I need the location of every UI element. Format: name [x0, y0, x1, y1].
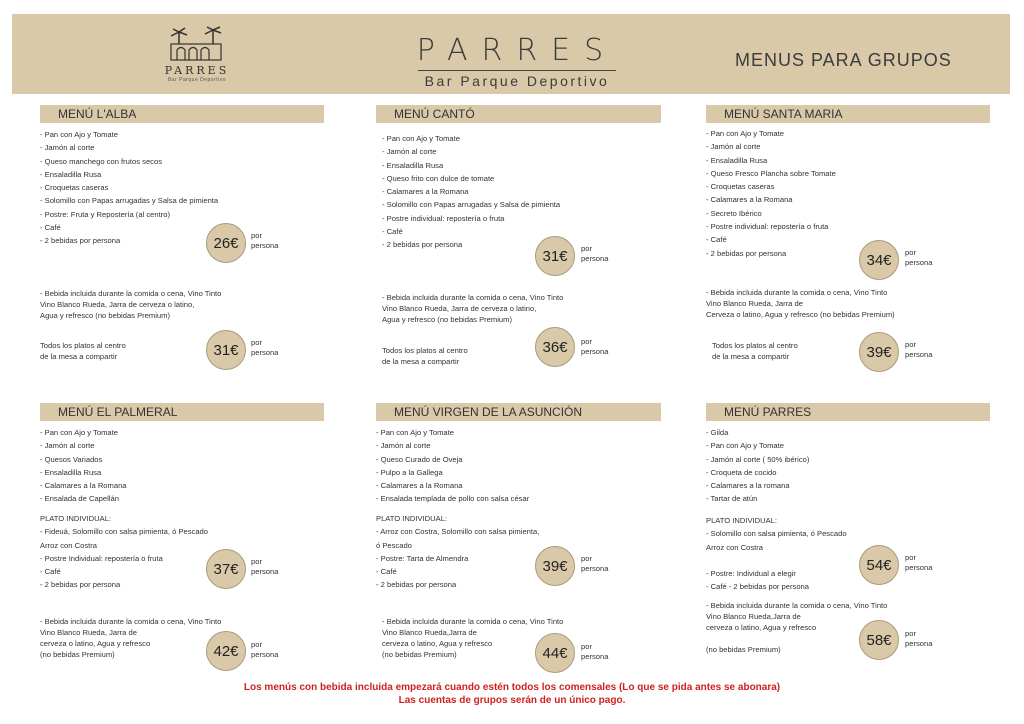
list-item: - Café	[376, 567, 397, 577]
price-badge: 26€	[206, 223, 246, 263]
menu-header-virgen-asuncion	[376, 403, 661, 421]
center-note: Todos los platos al centro de la mesa a compartir	[382, 346, 468, 366]
logo-name: PARRES	[164, 64, 230, 77]
menu-header-santa-maria	[706, 105, 990, 123]
per-person-label: por persona	[251, 338, 279, 357]
list-item: - Solomillo con salsa pimienta, ó Pescado	[706, 529, 847, 539]
brand-subtitle: Bar Parque Deportivo	[424, 73, 610, 89]
list-item: - Postre individual: repostería o fruta	[706, 222, 829, 232]
list-item: - Queso frito con dulce de tomate	[382, 173, 495, 183]
list-item: PLATO INDIVIDUAL:	[706, 516, 778, 525]
price-badge: 39€	[859, 332, 899, 372]
list-item: - Croquetas caseras	[40, 183, 109, 193]
list-item: - 2 bebidas por persona	[376, 580, 457, 590]
parres-logo	[152, 26, 242, 96]
list-item: - Queso manchego con frutos secos	[40, 156, 162, 166]
menu-title: MENÚ VIRGEN DE LA ASUNCIÓN	[394, 405, 583, 419]
list-item: - Solomillo con Papas arrugadas y Salsa de pimienta	[382, 200, 561, 210]
per-person-label: por persona	[905, 629, 933, 648]
list-item: - Gilda	[706, 428, 729, 437]
list-item: - Arroz con Costra, Solomillo con salsa pimienta,	[376, 527, 540, 537]
menu-title: MENÚ CANTÓ	[394, 107, 475, 121]
per-person-label: por persona	[251, 640, 279, 659]
per-person-label: por persona	[905, 340, 933, 359]
list-item: - Solomillo con Papas arrugadas y Salsa de pimienta	[40, 196, 219, 206]
brand-divider	[418, 70, 616, 71]
per-person-label: por persona	[905, 248, 933, 267]
drink-note: - Bebida incluida durante la comida o cena, Vino Tinto Vino Blanco Rueda, Jarra de cerveza o latino, Agua y refresco (no bebidas Premium)	[382, 293, 564, 324]
menu-items-canto	[382, 132, 560, 252]
per-person-label: por persona	[581, 554, 609, 573]
list-item: - Jamón al corte ( 50% ibérico)	[706, 454, 810, 464]
per-person-label: por persona	[251, 557, 279, 576]
center-note: Todos los platos al centro de la mesa a compartir	[40, 341, 126, 361]
list-item: - Pan con Ajo y Tomate	[40, 130, 118, 139]
list-item: - Postre: Tarta de Almendra	[376, 553, 469, 563]
list-item: - Calamares a la Romana	[40, 481, 127, 491]
footer-notice: Los menús con bebida incluida empezará cuando estén todos los comensales (Lo que se pida antes se abonara)	[243, 682, 781, 693]
list-item: - Calamares a la romana	[706, 481, 790, 491]
price-badge: 58€	[859, 620, 899, 660]
list-item: - Ensaladilla Rusa	[382, 160, 444, 170]
list-item: - Calamares a la Romana	[382, 187, 469, 197]
per-person-label: por persona	[581, 337, 609, 356]
list-item: - Queso Curado de Oveja	[376, 454, 463, 464]
list-item: - Croqueta de cocido	[706, 467, 777, 477]
list-item: - Fideuá, Solomillo con salsa pimienta, ó Pescado	[40, 527, 208, 537]
list-item: - Tartar de atún	[706, 494, 758, 504]
price-badge: 54€	[859, 545, 899, 585]
list-item: - 2 bebidas por persona	[382, 240, 463, 250]
list-item: - Postre Individual: repostería o fruta	[40, 553, 163, 563]
menu-header-el-palmeral	[40, 403, 324, 421]
list-item: - Queso Fresco Plancha sobre Tomate	[706, 168, 836, 178]
list-item: - Postre: Fruta y Repostería (al centro)	[40, 209, 170, 219]
list-item: - 2 bebidas por persona	[40, 580, 121, 590]
drink-note: - Bebida incluida durante la comida o cena, Vino Tinto Vino Blanco Rueda, Jarra de Cerveza o latino, Agua y refresco (no bebidas Premium)	[706, 288, 895, 319]
list-item: - Café	[706, 235, 727, 245]
list-item: - Quesos Variados	[40, 454, 103, 464]
list-item: - Croquetas caseras	[706, 182, 775, 192]
menu-subitems-virgen-asuncion	[376, 512, 539, 592]
list-item: - Postre: Individual a elegir	[706, 568, 796, 578]
center-note: Todos los platos al centro de la mesa a compartir	[712, 341, 798, 361]
list-item: PLATO INDIVIDUAL:	[376, 514, 448, 523]
footer-notice-payment: Las cuentas de grupos serán de un único pago.	[398, 695, 626, 706]
price-badge: 39€	[535, 546, 575, 586]
list-item: - Café	[40, 567, 61, 577]
price-badge: 31€	[206, 330, 246, 370]
price-badge: 37€	[206, 549, 246, 589]
price-badge: 44€	[535, 633, 575, 673]
list-item: - Pan con Ajo y Tomate	[382, 134, 460, 143]
price-badge: 31€	[535, 236, 575, 276]
list-item: ó Pescado	[376, 540, 412, 550]
list-item: PLATO INDIVIDUAL:	[40, 514, 112, 523]
list-item	[706, 554, 847, 567]
list-item: - Calamares a la Romana	[376, 481, 463, 491]
list-item: - Café - 2 bebidas por persona	[706, 582, 809, 592]
price-badge: 34€	[859, 240, 899, 280]
menu-title: MENÚ PARRES	[724, 405, 812, 419]
list-item: - Ensaladilla Rusa	[40, 169, 102, 179]
per-person-label: por persona	[581, 642, 609, 661]
brand-title: PARRES	[416, 33, 618, 68]
list-item: - 2 bebidas por persona	[40, 236, 121, 246]
menu-header-parres	[706, 403, 990, 421]
logo-subtitle: Bar Parque Deportivo	[167, 77, 227, 83]
page-title: MENUS PARA GRUPOS	[735, 50, 952, 70]
list-item: - Café	[40, 223, 61, 233]
menu-header-canto	[376, 105, 661, 123]
list-item: - Jamón al corte	[376, 441, 431, 451]
drink-note: - Bebida incluida durante la comida o cena, Vino Tinto Vino Blanco Rueda,Jarra de cerveza o latino, Agua y refresco (no bebidas Premium)	[706, 601, 888, 654]
list-item: - Pan con Ajo y Tomate	[376, 428, 454, 437]
list-item: - Pan con Ajo y Tomate	[40, 428, 118, 437]
list-item: - Café	[382, 227, 403, 237]
menu-subitems-el-palmeral	[40, 512, 208, 592]
list-item: - Ensaladilla Rusa	[706, 155, 768, 165]
list-item: - Jamón al corte	[40, 143, 95, 153]
list-item: - Ensaladilla Rusa	[40, 467, 102, 477]
menu-title: MENÚ EL PALMERAL	[58, 405, 178, 419]
price-badge: 42€	[206, 631, 246, 671]
menu-title: MENÚ L'ALBA	[58, 107, 137, 121]
list-item: - Jamón al corte	[706, 142, 761, 152]
drink-note: - Bebida incluida durante la comida o cena, Vino Tinto Vino Blanco Rueda,Jarra de cerveza o latino, Agua y refresco (no bebidas Premium)	[382, 617, 564, 659]
list-item: - Pan con Ajo y Tomate	[706, 441, 784, 451]
menu-items-parres	[706, 426, 809, 506]
list-item: - Secreto Ibérico	[706, 208, 762, 218]
list-item: - Jamón al corte	[40, 441, 95, 451]
drink-note: - Bebida incluida durante la comida o cena, Vino Tinto Vino Blanco Rueda, Jarra de cerveza o latino, Agua y refresco (no bebidas Premium)	[40, 289, 222, 320]
per-person-label: por persona	[251, 231, 279, 250]
palm-arch-icon	[167, 26, 227, 62]
list-item: - Ensalada templada de pollo con salsa césar	[376, 494, 530, 504]
list-item: - 2 bebidas por persona	[706, 248, 787, 258]
list-item: - Postre individual: repostería o fruta	[382, 213, 505, 223]
list-item: Arroz con Costra	[706, 542, 763, 552]
menu-header-lalba	[40, 105, 324, 123]
menu-subitems-parres	[706, 514, 847, 593]
menu-title: MENÚ SANTA MARIA	[724, 107, 843, 121]
price-badge: 36€	[535, 327, 575, 367]
list-item: - Calamares a la Romana	[706, 195, 793, 205]
menu-items-santa-maria	[706, 127, 836, 260]
per-person-label: por persona	[905, 553, 933, 572]
list-item: - Ensalada de Capellán	[40, 494, 119, 504]
list-item: - Pulpo a la Gallega	[376, 467, 443, 477]
drink-note: - Bebida incluida durante la comida o cena, Vino Tinto Vino Blanco Rueda, Jarra de cerveza o latino, Agua y refresco (no bebidas Premium)	[40, 617, 222, 659]
list-item: Arroz con Costra	[40, 540, 97, 550]
list-item: - Pan con Ajo y Tomate	[706, 129, 784, 138]
menu-items-el-palmeral	[40, 426, 127, 506]
list-item: - Jamón al corte	[382, 147, 437, 157]
per-person-label: por persona	[581, 244, 609, 263]
menu-items-lalba	[40, 128, 218, 248]
menu-items-virgen-asuncion	[376, 426, 529, 506]
brand-block	[412, 34, 622, 89]
